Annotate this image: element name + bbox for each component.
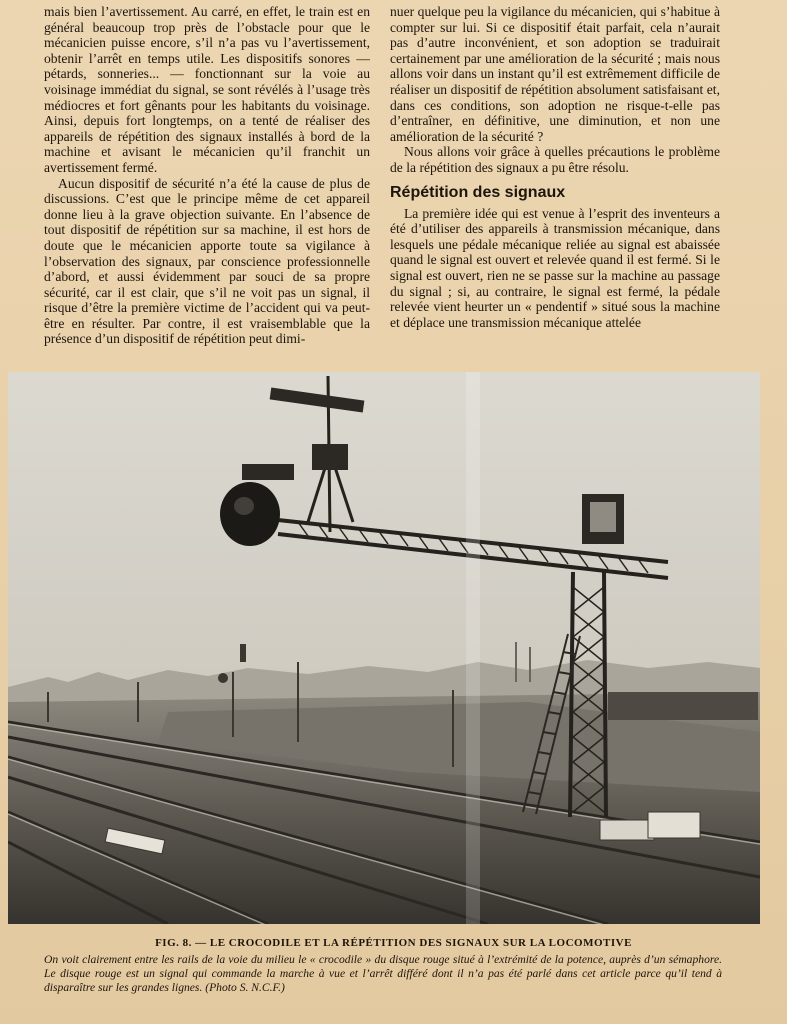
right-paragraph-2: Nous allons voir grâce à quelles précautions le problème de la répétition des signaux a pu être résolu. bbox=[390, 144, 720, 175]
figure-title: FIG. 8. — LE CROCODILE ET LA RÉPÉTITION DES SIGNAUX SUR LA LOCOMOTIVE bbox=[155, 937, 632, 949]
photo-illustration bbox=[8, 372, 760, 924]
left-text-column bbox=[44, 4, 370, 347]
left-paragraph-1: mais bien l’avertissement. Au carré, en effet, le train est en général beaucoup trop près de l’obstacle pour que le mécanicien puisse encore, s’il n’a pas vu l’avertissement, obtenir l’arrêt en temps utile. Les dispositifs sonores — pétards, sonneries... — fonctionnant sur la voie au voisinage immédiat du signal, se sont révélés à l’usage très médiocres et fort gênants pour les habitants du voisinage. Ainsi, depuis fort longtemps, on a tenté de réaliser des appareils de répétition des signaux installés à bord de la machine et avisant le mécanicien qu’il franchit un avertissement fermé. bbox=[44, 4, 370, 175]
right-paragraph-3: La première idée qui est venue à l’esprit des inventeurs a été d’utiliser des appareils à transmission mécanique, dans lesquels une pédale mécanique reliée au signal est abaissée quand le signal est ouvert et relevée quand il est fermé. Si le signal est ouvert, rien ne se passe sur la machine au passage du signal ; si, au contraire, le signal est fermé, la pédale relevée vient heurter un « pendentif » situé sous la machine et déplace une transmission mécanique attelée bbox=[390, 205, 720, 330]
right-paragraph-1: nuer quelque peu la vigilance du mécanicien, qui s’habitue à compter sur lui. Si ce dispositif était parfait, cela n’aurait pas d’autre inconvénient, et son adoption se traduirait certainement par une amélioration de la sécurité ; mais nous allons voir dans un instant qu’il est extrêmement difficile de réaliser un dispositif de répétition absolument satisfaisant et, dans ces conditions, son adoption ne risque-t-elle pas d’entraîner, en définitive, une diminution, et non une amélioration de la sécurité ? bbox=[390, 4, 720, 144]
railway-signal-photo bbox=[8, 372, 760, 924]
right-text-column bbox=[390, 4, 720, 330]
left-paragraph-2: Aucun dispositif de sécurité n’a été la cause de plus de discussions. C’est que le principe même de cet appareil donne lieu à la grave objection suivante. En l’absence de tout dispositif de répétition sur sa machine, il est hors de doute que le mécanicien apporte toute sa vigilance à l’observation des signaux, par conscience professionnelle d’abord, et aussi évidemment par souci de sa propre sécurité, car il est clair, que s’il ne voit pas un signal, il risque d’être la première victime de l’accident qui va peut-être en résulter. Par contre, il est vraisemblable que la présence d’un dispositif de répétition peut dimi- bbox=[44, 175, 370, 347]
figure-caption: On voit clairement entre les rails de la voie du milieu le « crocodile » du disque rouge situé à l’extrémité de la potence, auprès d’un sémaphore. Le disque rouge est un signal qui commande la marche à vue et l’arrêt différé dont il n’a pas été parlé dans cet article parce qu’il tend à disparaître sur les grandes lignes. (Photo S. N.C.F.) bbox=[44, 953, 722, 994]
section-heading: Répétition des signaux bbox=[390, 183, 566, 201]
